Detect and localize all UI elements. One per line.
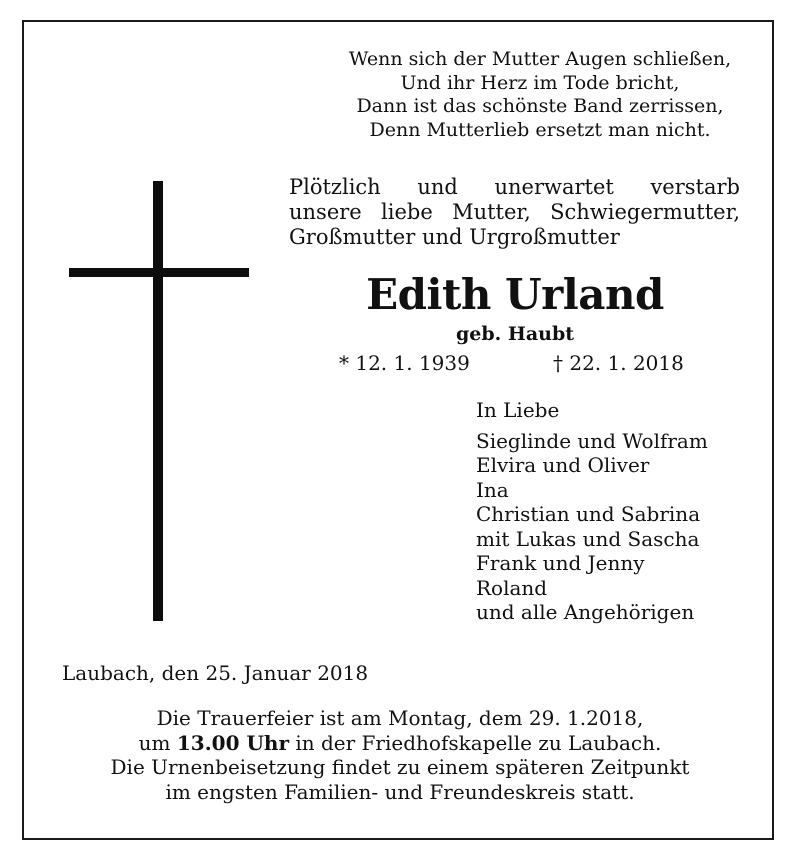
mourner-name: mit Lukas und Sascha	[476, 526, 700, 551]
funeral-text: um	[138, 730, 171, 755]
mourner-name: Elvira und Oliver	[476, 453, 650, 477]
death-date: † 22. 1. 2018	[553, 351, 684, 375]
funeral-time: 13.00 Uhr	[176, 730, 289, 755]
announcement-line: Großmutter und Urgroßmutter	[289, 225, 620, 249]
funeral-line: Die Trauerfeier ist am Montag, dem 29. 1.2018,	[156, 706, 644, 730]
mourner-name: und alle Angehörigen	[476, 600, 695, 624]
funeral-text: in der Friedhofskapelle zu Laubach.	[295, 730, 662, 755]
poem-line: Und ihr Herz im Tode bricht,	[400, 71, 680, 94]
funeral-notice	[40, 706, 760, 804]
birth-name: geb. Haubt	[455, 323, 575, 345]
funeral-line: im engsten Familien- und Freundeskreis statt.	[165, 779, 635, 804]
mourner-name: Sieglinde und Wolfram	[476, 428, 708, 453]
funeral-line: Die Urnenbeisetzung findet zu einem späteren Zeitpunkt	[110, 755, 690, 779]
cross-horizontal-beam	[69, 268, 249, 277]
poem-line: Dann ist das schönste Band zerrissen,	[356, 95, 724, 117]
poem-line: Wenn sich der Mutter Augen schließen,	[348, 48, 732, 70]
birth-date: * 12. 1. 1939	[339, 351, 470, 375]
announcement-line: unsere liebe Mutter, Schwiegermutter,	[289, 200, 740, 224]
cross-vertical-beam	[153, 181, 163, 621]
mourners-lead: In Liebe	[476, 398, 560, 422]
mourner-name: Christian und Sabrina	[476, 502, 701, 526]
funeral-line	[40, 731, 760, 756]
mourner-name: Roland	[476, 575, 548, 600]
poem-line: Denn Mutterlieb ersetzt man nicht.	[369, 118, 711, 141]
deceased-name: Edith Urland	[366, 270, 664, 319]
mourners-list	[476, 398, 708, 625]
announcement-line: Plötzlich und unerwartet verstarb	[289, 175, 740, 199]
announcement	[289, 175, 740, 250]
place-and-date: Laubach, den 25. Januar 2018	[62, 661, 369, 685]
mourner-name: Ina	[476, 477, 509, 502]
mourner-name: Frank und Jenny	[476, 551, 645, 575]
poem	[330, 48, 750, 142]
